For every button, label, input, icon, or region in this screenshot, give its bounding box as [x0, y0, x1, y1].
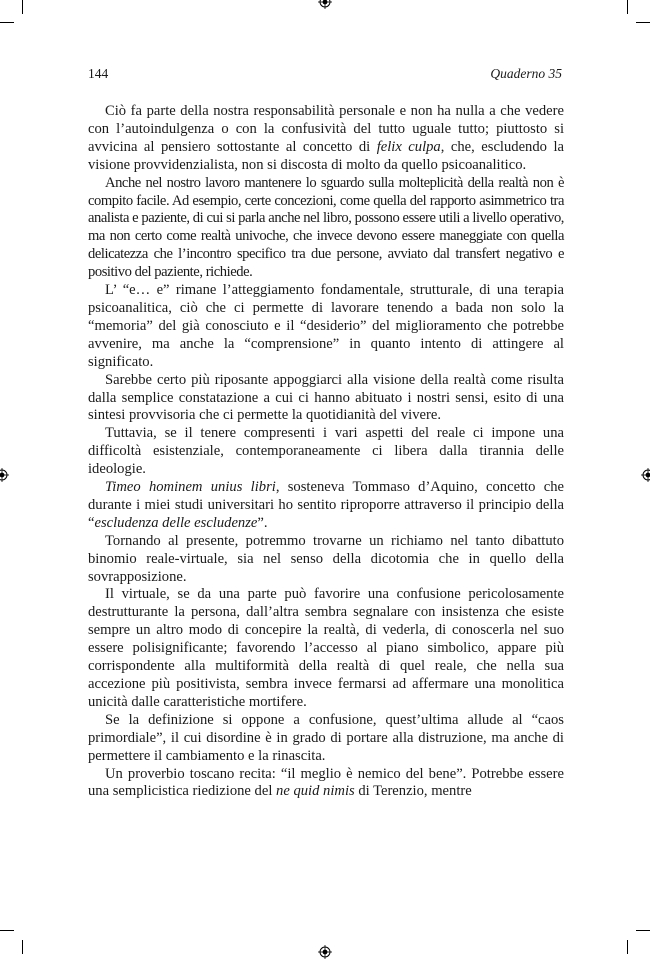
italic-text: Timeo hominem unius libri	[105, 479, 276, 496]
text-run: Se la definizione si oppone a confusione, quest’ultima allude al “caos primordiale”, il cui disordine è in grado di portare alla distruzione, ma anche di permettere il cambiamento e la rinascita.	[88, 711, 564, 764]
registration-mark-top-icon	[318, 0, 332, 9]
registration-mark-bottom-icon	[318, 945, 332, 959]
crop-mark-bottom-left-v	[22, 940, 23, 954]
text-run: ”.	[257, 514, 268, 531]
crop-mark-top-right-h	[636, 22, 650, 23]
text-run: Sarebbe certo più riposante appoggiarci alla visione della realtà come risulta dalla semplice constatazione a cui ci hanno abituato i nostri sensi, esito di una sintesi provvisoria che ci permette la quotidianità del vivere.	[88, 371, 564, 424]
paragraph	[88, 712, 564, 766]
text-run: , che, escludendo la visione provvidenzialista, non si discosta di molto da quello psicoanalitico.	[88, 138, 564, 173]
registration-mark-left-icon	[0, 468, 9, 482]
crop-mark-bottom-right-v	[627, 940, 628, 954]
italic-text: escludenza delle escludenze	[94, 514, 258, 531]
paragraph	[88, 175, 564, 282]
crop-mark-bottom-right-h	[636, 930, 650, 931]
text-run: Tuttavia, se il tenere compresenti i vari aspetti del reale ci impone una difficoltà esistenziale, contemporaneamente ci libera dalla tirannia delle ideologie.	[88, 425, 564, 478]
paragraph	[88, 533, 564, 587]
paragraph	[88, 282, 564, 372]
paragraph	[88, 766, 564, 802]
crop-mark-top-left-h	[0, 22, 14, 23]
paragraph	[88, 479, 564, 533]
crop-mark-top-right-v	[627, 0, 628, 14]
paragraph	[88, 586, 564, 711]
text-run: Ciò fa parte della nostra responsabilità personale e non ha nulla a che vedere con l’autoindulgenza o con la confusività del tutto uguale tutto; piuttosto si avvicina al pensiero sottostante al concetto di	[88, 103, 564, 155]
registration-mark-right-icon	[641, 468, 650, 482]
crop-mark-bottom-left-h	[0, 930, 14, 931]
paragraph	[88, 425, 564, 479]
page-number: 144	[88, 66, 109, 81]
running-title: Quaderno 35	[490, 66, 562, 81]
paragraph	[88, 103, 564, 175]
text-run: Anche nel nostro lavoro mantenere lo sguardo sulla molteplicità della realtà non è compito facile. Ad esempio, certe concezioni, come quella del rapporto asimmetrico tra analista e paziente, di cui si parla anche nel libro, possono essere utili a livello operativo, ma non certo come realtà univoche, che invece devono essere maneggiate con quella delicatezza che l’incontro specifico tra due persone, avviato dal transfert negativo e positivo del paziente, richiede.	[88, 174, 564, 281]
text-run: L’ “e… e” rimane l’atteggiamento fondamentale, strutturale, di una terapia psicoanalitica, ciò che ci permette di lavorare tenendo a bada non solo la “memoria” del già conosciuto e il “desiderio” del miglioramento che potrebbe avvenire, ma anche la “comprensione” in quanto intento di attingere al significato.	[88, 282, 564, 370]
crop-mark-top-left-v	[22, 0, 23, 14]
italic-text: ne quid nimis	[276, 783, 355, 800]
text-run: Il virtuale, se da una parte può favorire una confusione pericolosamente destrutturante la persona, dall’altra sembra segnalare con insistenza che esiste sempre un altro modo di concepire la realtà, di vederla, di conoscerla nel suo essere polisignificante; favorendo l’accesso al piano simbolico, appare più corrispondente alla multiformità della realtà di quel reale, che nella sua accezione più positivista, sembra invece fermarsi ad affermare una monolitica unicità dalle caratteristiche mortifere.	[88, 586, 564, 710]
text-run: Un proverbio toscano recita: “il meglio è nemico del bene”. Potrebbe essere una semplicistica riedizione del	[88, 765, 564, 800]
text-run: Tornando al presente, potremmo trovarne un richiamo nel tanto dibattuto binomio reale-virtuale, sia nel senso della dicotomia che in quello della sovrapposizione.	[88, 532, 564, 585]
paragraph	[88, 372, 564, 426]
text-run: , sosteneva Tommaso d’Aquino, concetto che durante i miei studi universitari ho sentito riproporre attraverso il principio della “	[88, 479, 564, 531]
text-run: di Terenzio, mentre	[354, 783, 472, 800]
italic-text: felix culpa	[376, 138, 441, 155]
body-text	[88, 103, 564, 801]
